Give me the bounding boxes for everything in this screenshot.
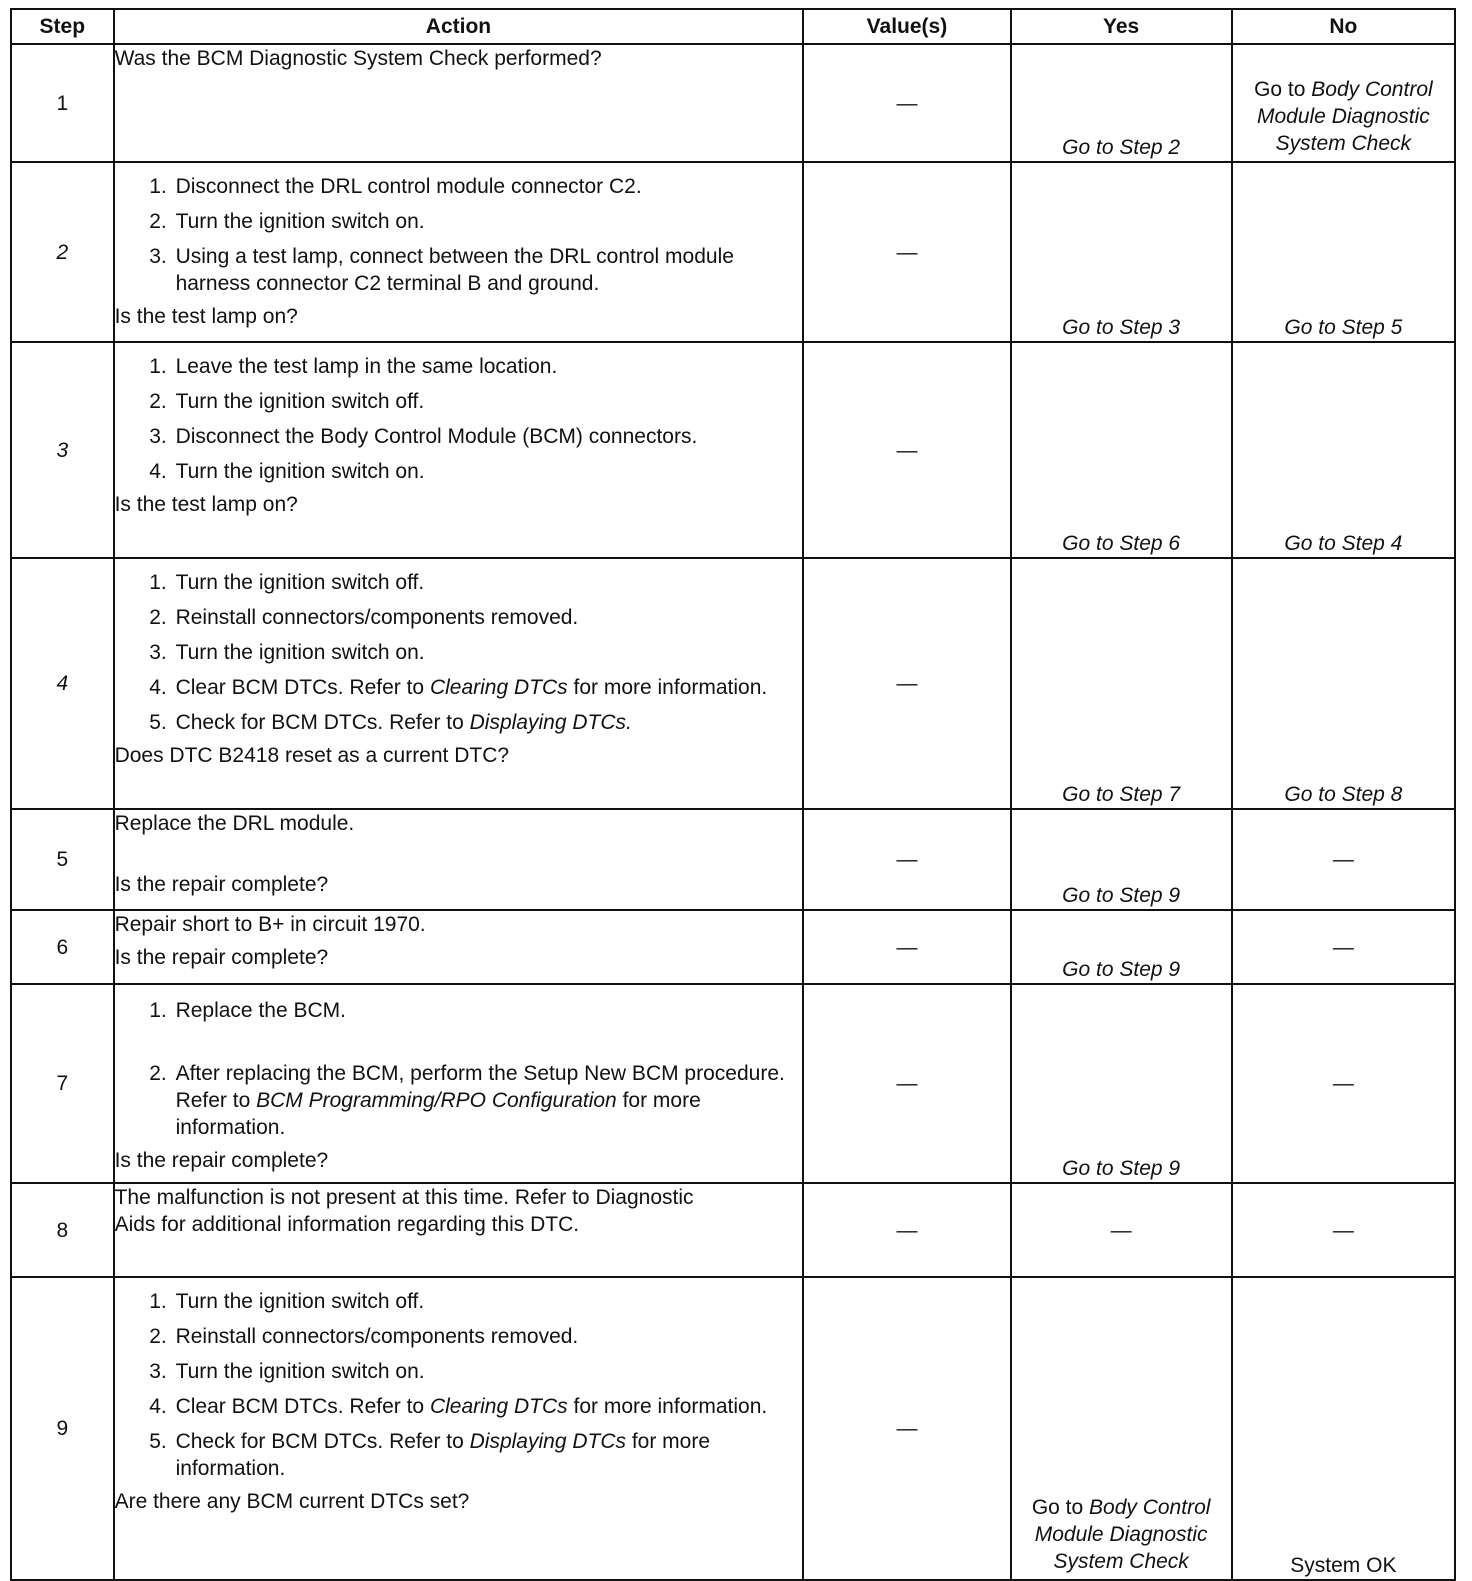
action-cell <box>114 910 804 984</box>
action-item: 2. Reinstall connectors/components removed. <box>173 1323 803 1350</box>
action-item: 3. Turn the ignition switch on. <box>173 1358 803 1385</box>
no-cell <box>1232 44 1455 162</box>
header-values: Value(s) <box>803 9 1010 44</box>
yes-cell <box>1011 1277 1232 1580</box>
item-text: After replacing the BCM, perform the Setup New BCM procedure. Refer to <box>175 1062 785 1112</box>
yes-link[interactable]: Go to Step 6 <box>1062 532 1181 555</box>
action-question: Is the test lamp on? <box>114 493 298 516</box>
table-row <box>11 809 1455 910</box>
action-item: 2. Turn the ignition switch off. <box>173 388 803 415</box>
action-cell <box>114 44 804 162</box>
no-cell <box>1232 342 1455 558</box>
bcm-programming-link[interactable]: BCM Programming/RPO Configuration <box>256 1089 617 1112</box>
yes-link[interactable]: Body Control Module Diagnostic System Check <box>1034 1496 1211 1573</box>
table-row <box>11 984 1455 1183</box>
yes-cell: — <box>1011 1183 1232 1277</box>
action-item <box>173 709 803 736</box>
action-cell <box>114 1183 804 1277</box>
no-link[interactable]: Body Control Module Diagnostic System Check <box>1256 78 1433 155</box>
value-cell: — <box>803 558 1010 809</box>
action-item: 2. Reinstall connectors/components removed. <box>173 604 803 631</box>
value-cell: — <box>803 1277 1010 1580</box>
step-number: 5 <box>11 809 114 910</box>
action-item: 3. Using a test lamp, connect between the DRL control module harness connector C2 terminal B and ground. <box>173 243 803 297</box>
yes-prefix: Go to <box>1031 1496 1090 1519</box>
no-link[interactable]: Go to Step 8 <box>1284 783 1403 806</box>
no-link[interactable]: Go to Step 4 <box>1284 532 1403 555</box>
header-step: Step <box>11 9 114 44</box>
item-text: Check for BCM DTCs. Refer to <box>175 1430 470 1453</box>
no-cell: — <box>1232 910 1455 984</box>
no-cell: — <box>1232 809 1455 910</box>
yes-link[interactable]: Go to Step 3 <box>1062 316 1181 339</box>
action-cell <box>114 162 804 342</box>
step-number: 6 <box>11 910 114 984</box>
action-item <box>173 1060 803 1141</box>
action-question: Is the repair complete? <box>114 1149 329 1172</box>
action-question: Is the repair complete? <box>114 946 329 969</box>
action-item <box>173 1428 803 1482</box>
displaying-dtcs-link[interactable]: Displaying DTCs. <box>469 711 632 734</box>
yes-cell <box>1011 809 1232 910</box>
item-text: Clear BCM DTCs. Refer to <box>175 676 430 699</box>
action-item: 3. Disconnect the Body Control Module (BCM) connectors. <box>173 423 803 450</box>
header-action: Action <box>114 9 804 44</box>
table-row <box>11 1277 1455 1580</box>
table-row <box>11 558 1455 809</box>
yes-cell <box>1011 984 1232 1183</box>
action-cell <box>114 1277 804 1580</box>
header-yes: Yes <box>1011 9 1232 44</box>
value-cell: — <box>803 1183 1010 1277</box>
item-text: Check for BCM DTCs. Refer to <box>175 711 470 734</box>
diagnostic-table <box>10 8 1456 1581</box>
action-item: 4. Turn the ignition switch on. <box>173 458 803 485</box>
action-question: Are there any BCM current DTCs set? <box>114 1490 470 1513</box>
action-text: Repair short to B+ in circuit 1970. <box>114 913 426 936</box>
action-item: 3. Turn the ignition switch on. <box>173 639 803 666</box>
action-cell <box>114 342 804 558</box>
action-cell <box>114 558 804 809</box>
yes-link[interactable]: Go to Step 2 <box>1062 136 1181 159</box>
no-prefix: Go to <box>1254 78 1312 101</box>
action-cell <box>114 809 804 910</box>
yes-link[interactable]: Go to Step 7 <box>1062 783 1181 806</box>
yes-cell <box>1011 162 1232 342</box>
yes-link[interactable]: Go to Step 9 <box>1062 884 1181 907</box>
action-item: 1. Turn the ignition switch off. <box>173 569 803 596</box>
header-row <box>11 9 1455 44</box>
no-cell: System OK <box>1232 1277 1455 1580</box>
action-question: Is the repair complete? <box>114 873 329 896</box>
action-item <box>173 1393 803 1420</box>
table-row <box>11 910 1455 984</box>
no-cell <box>1232 558 1455 809</box>
action-item: 1. Turn the ignition switch off. <box>173 1288 803 1315</box>
yes-cell <box>1011 342 1232 558</box>
no-cell: — <box>1232 1183 1455 1277</box>
table-row <box>11 342 1455 558</box>
displaying-dtcs-link[interactable]: Displaying DTCs <box>469 1430 626 1453</box>
step-number: 1 <box>11 44 114 162</box>
action-cell <box>114 984 804 1183</box>
no-cell: — <box>1232 984 1455 1183</box>
item-text: for more information. <box>567 1395 768 1418</box>
yes-link[interactable]: Go to Step 9 <box>1062 958 1181 981</box>
yes-cell <box>1011 44 1232 162</box>
table-row <box>11 162 1455 342</box>
table-row <box>11 1183 1455 1277</box>
step-number <box>11 342 114 558</box>
yes-cell <box>1011 910 1232 984</box>
item-text: for more information. <box>175 1089 701 1139</box>
value-cell: — <box>803 984 1010 1183</box>
item-text: for more information. <box>175 1430 711 1480</box>
value-cell: — <box>803 162 1010 342</box>
action-question: Is the test lamp on? <box>114 305 298 328</box>
step-number-text: 3 <box>56 438 69 462</box>
value-cell: — <box>803 342 1010 558</box>
step-number: 7 <box>11 984 114 1183</box>
step-number: 8 <box>11 1183 114 1277</box>
action-question: Does DTC B2418 reset as a current DTC? <box>114 744 510 767</box>
yes-cell <box>1011 558 1232 809</box>
action-text: Was the BCM Diagnostic System Check performed? <box>114 47 602 70</box>
clearing-dtcs-link[interactable]: Clearing DTCs <box>429 676 568 699</box>
value-cell: — <box>803 910 1010 984</box>
step-number <box>11 162 114 342</box>
step-number-text: 4 <box>56 672 69 695</box>
action-item: 1. Disconnect the DRL control module connector C2. <box>173 173 803 200</box>
value-cell: — <box>803 809 1010 910</box>
action-item: 1. Leave the test lamp in the same location. <box>173 353 803 380</box>
no-cell <box>1232 162 1455 342</box>
action-item <box>173 674 803 701</box>
action-text: Replace the DRL module. <box>114 812 355 835</box>
action-item: 1. Replace the BCM. <box>173 997 803 1024</box>
clearing-dtcs-link[interactable]: Clearing DTCs <box>429 1395 568 1418</box>
step-number <box>11 558 114 809</box>
step-number: 9 <box>11 1277 114 1580</box>
header-no: No <box>1232 9 1455 44</box>
step-number-text: 2 <box>56 240 69 264</box>
action-text: The malfunction is not present at this time. Refer to Diagnostic Aids for additional information regarding this DTC. <box>114 1186 694 1236</box>
no-link[interactable]: Go to Step 5 <box>1284 316 1403 339</box>
table-row <box>11 44 1455 162</box>
action-item: 2. Turn the ignition switch on. <box>173 208 803 235</box>
item-text: for more information. <box>567 676 768 699</box>
value-cell: — <box>803 44 1010 162</box>
item-text: Clear BCM DTCs. Refer to <box>175 1395 430 1418</box>
yes-link[interactable]: Go to Step 9 <box>1062 1157 1181 1180</box>
